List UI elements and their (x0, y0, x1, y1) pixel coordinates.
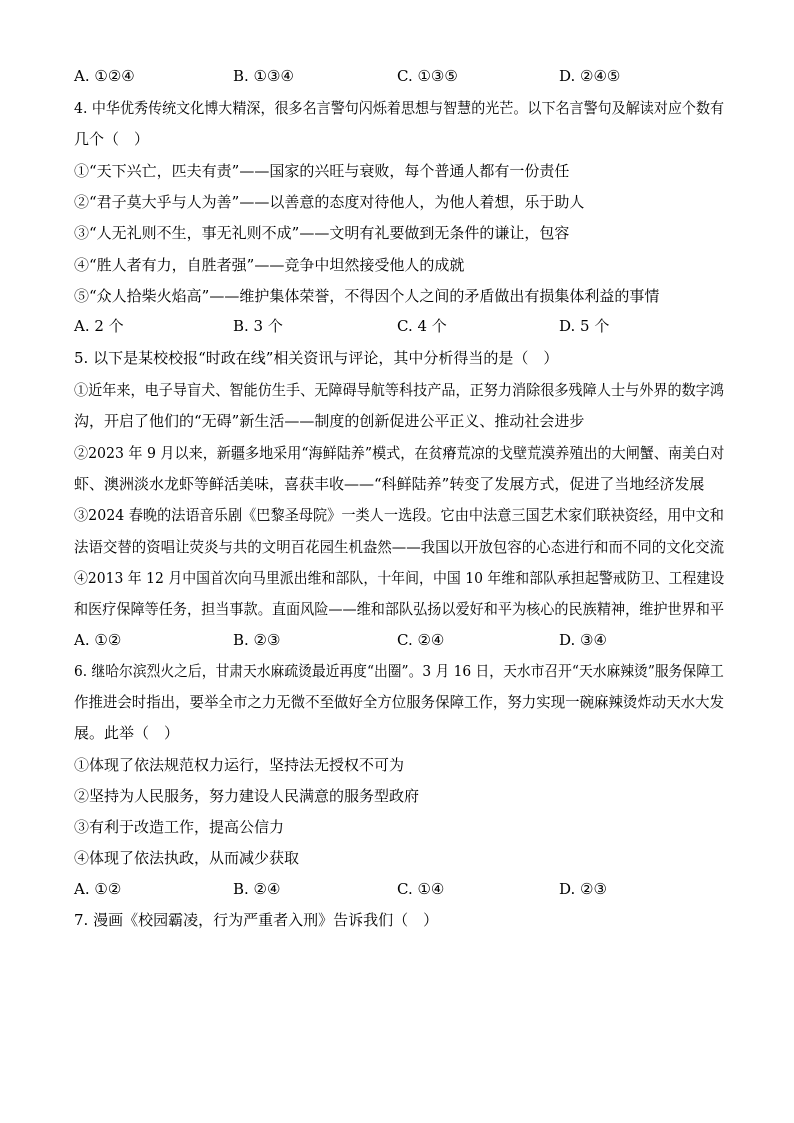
q6-item-4: ④体现了依法执政，从而减少获取 (74, 849, 300, 867)
q3-option-a: A. ①②④ (74, 67, 135, 85)
q3-option-b: B. ①③④ (233, 67, 294, 85)
q4-item-3: ③“人无礼则不生，事无礼则不成”——文明有礼要做到无条件的谦让，包容 (74, 224, 570, 242)
q5-options (74, 630, 734, 650)
q5-item-line-1: ①近年来，电子导盲犬、智能仿生手、无障碍导航等科技产品，正努力消除很多残障人士与外界的数字鸿 (74, 381, 724, 399)
q5-item-line-4: 虾、澳洲淡水龙虾等鲜活美味，喜获丰收——“科鲜陆养”转变了发展方式，促进了当地经济发展 (74, 475, 705, 493)
q6-item-3: ③有利于改造工作，提高公信力 (74, 818, 285, 836)
q5-item-line-7: ④2013 年 12 月中国首次向马里派出维和部队，十年间，中国 10 年维和部队承担起警戒防卫、工程建设 (74, 569, 725, 587)
q4-item-4: ④“胜人者有力，自胜者强”——竞争中坦然接受他人的成就 (74, 256, 465, 274)
q3-options (74, 66, 734, 86)
q5-option-c: C. ②④ (397, 631, 445, 649)
q6-option-b: B. ②④ (233, 880, 281, 898)
q6-item-2: ②坚持为人民服务，努力建设人民满意的服务型政府 (74, 787, 420, 805)
q4-stem-line-2: 几个（ ） (74, 130, 150, 148)
q6-stem-line-2: 作推进会时指出，要举全市之力无微不至做好全方位服务保障工作，努力实现一碗麻辣烫炸动天水大发 (74, 693, 725, 711)
q6-stem-line-1: 6. 继哈尔滨烈火之后，甘肃天水麻疏烫最近再度“出圈”。3 月 16 日，天水市召开“天水麻辣烫”服务保障工 (74, 662, 724, 680)
q6-option-d: D. ②③ (559, 880, 607, 898)
q3-option-d: D. ②④⑤ (559, 67, 621, 85)
q4-stem-line-1: 4. 中华优秀传统文化博大精深，很多名言警句闪烁着思想与智慧的光芒。以下名言警句及解读对应个数有 (74, 99, 725, 117)
q7-stem-line-1: 7. 漫画《校园霸凌，行为严重者入刑》告诉我们（ ） (74, 911, 439, 929)
q6-item-1: ①体现了依法规范权力运行，坚持法无授权不可为 (74, 756, 405, 774)
q3-option-c: C. ①③⑤ (397, 67, 458, 85)
q4-item-1: ①“天下兴亡，匹夫有责”——国家的兴旺与衰败，每个普通人都有一份责任 (74, 162, 570, 180)
q4-option-b: B. 3 个 (233, 317, 283, 335)
q6-stem-line-3: 展。此举（ ） (74, 724, 180, 742)
q4-item-5: ⑤“众人拾柴火焰高”——维护集体荣誉，不得因个人之间的矛盾做出有损集体利益的事情 (74, 287, 660, 305)
q5-item-line-3: ②2023 年 9 月以来，新疆多地采用“海鲜陆养”模式，在贫瘠荒凉的戈壁荒漠养殖出的大闸蟹、南美白对 (74, 444, 725, 462)
q4-options (74, 316, 734, 336)
q5-option-a: A. ①② (74, 631, 122, 649)
q4-option-c: C. 4 个 (397, 317, 447, 335)
q6-option-c: C. ①④ (397, 880, 445, 898)
q5-option-b: B. ②③ (233, 631, 281, 649)
q5-item-line-6: 法语交替的资唱让荧炎与共的文明百花园生机盎然——我国以开放包容的心态进行和而不同的文化交流 (74, 538, 725, 556)
q4-option-a: A. 2 个 (74, 317, 124, 335)
q5-stem-line-1: 5. 以下是某校校报“时政在线”相关资讯与评论，其中分析得当的是（ ） (74, 349, 559, 367)
q5-item-line-2: 沟，开启了他们的“无碍”新生活——制度的创新促进公平正义、推动社会进步 (74, 412, 585, 430)
q5-item-line-8: 和医疗保障等任务，担当事款。直面风险——维和部队弘扬以爱好和平为核心的民族精神，维护世界和平 (74, 600, 724, 618)
q6-option-a: A. ①② (74, 880, 122, 898)
q4-item-2: ②“君子莫大乎与人为善”——以善意的态度对待他人，为他人着想，乐于助人 (74, 193, 585, 211)
q4-option-d: D. 5 个 (559, 317, 610, 335)
q5-item-line-5: ③2024 春晚的法语音乐剧《巴黎圣母院》一类人一选段。它由中法意三国艺术家们联袂资经，用中文和 (74, 506, 724, 524)
q5-option-d: D. ③④ (559, 631, 607, 649)
q6-options (74, 879, 734, 899)
